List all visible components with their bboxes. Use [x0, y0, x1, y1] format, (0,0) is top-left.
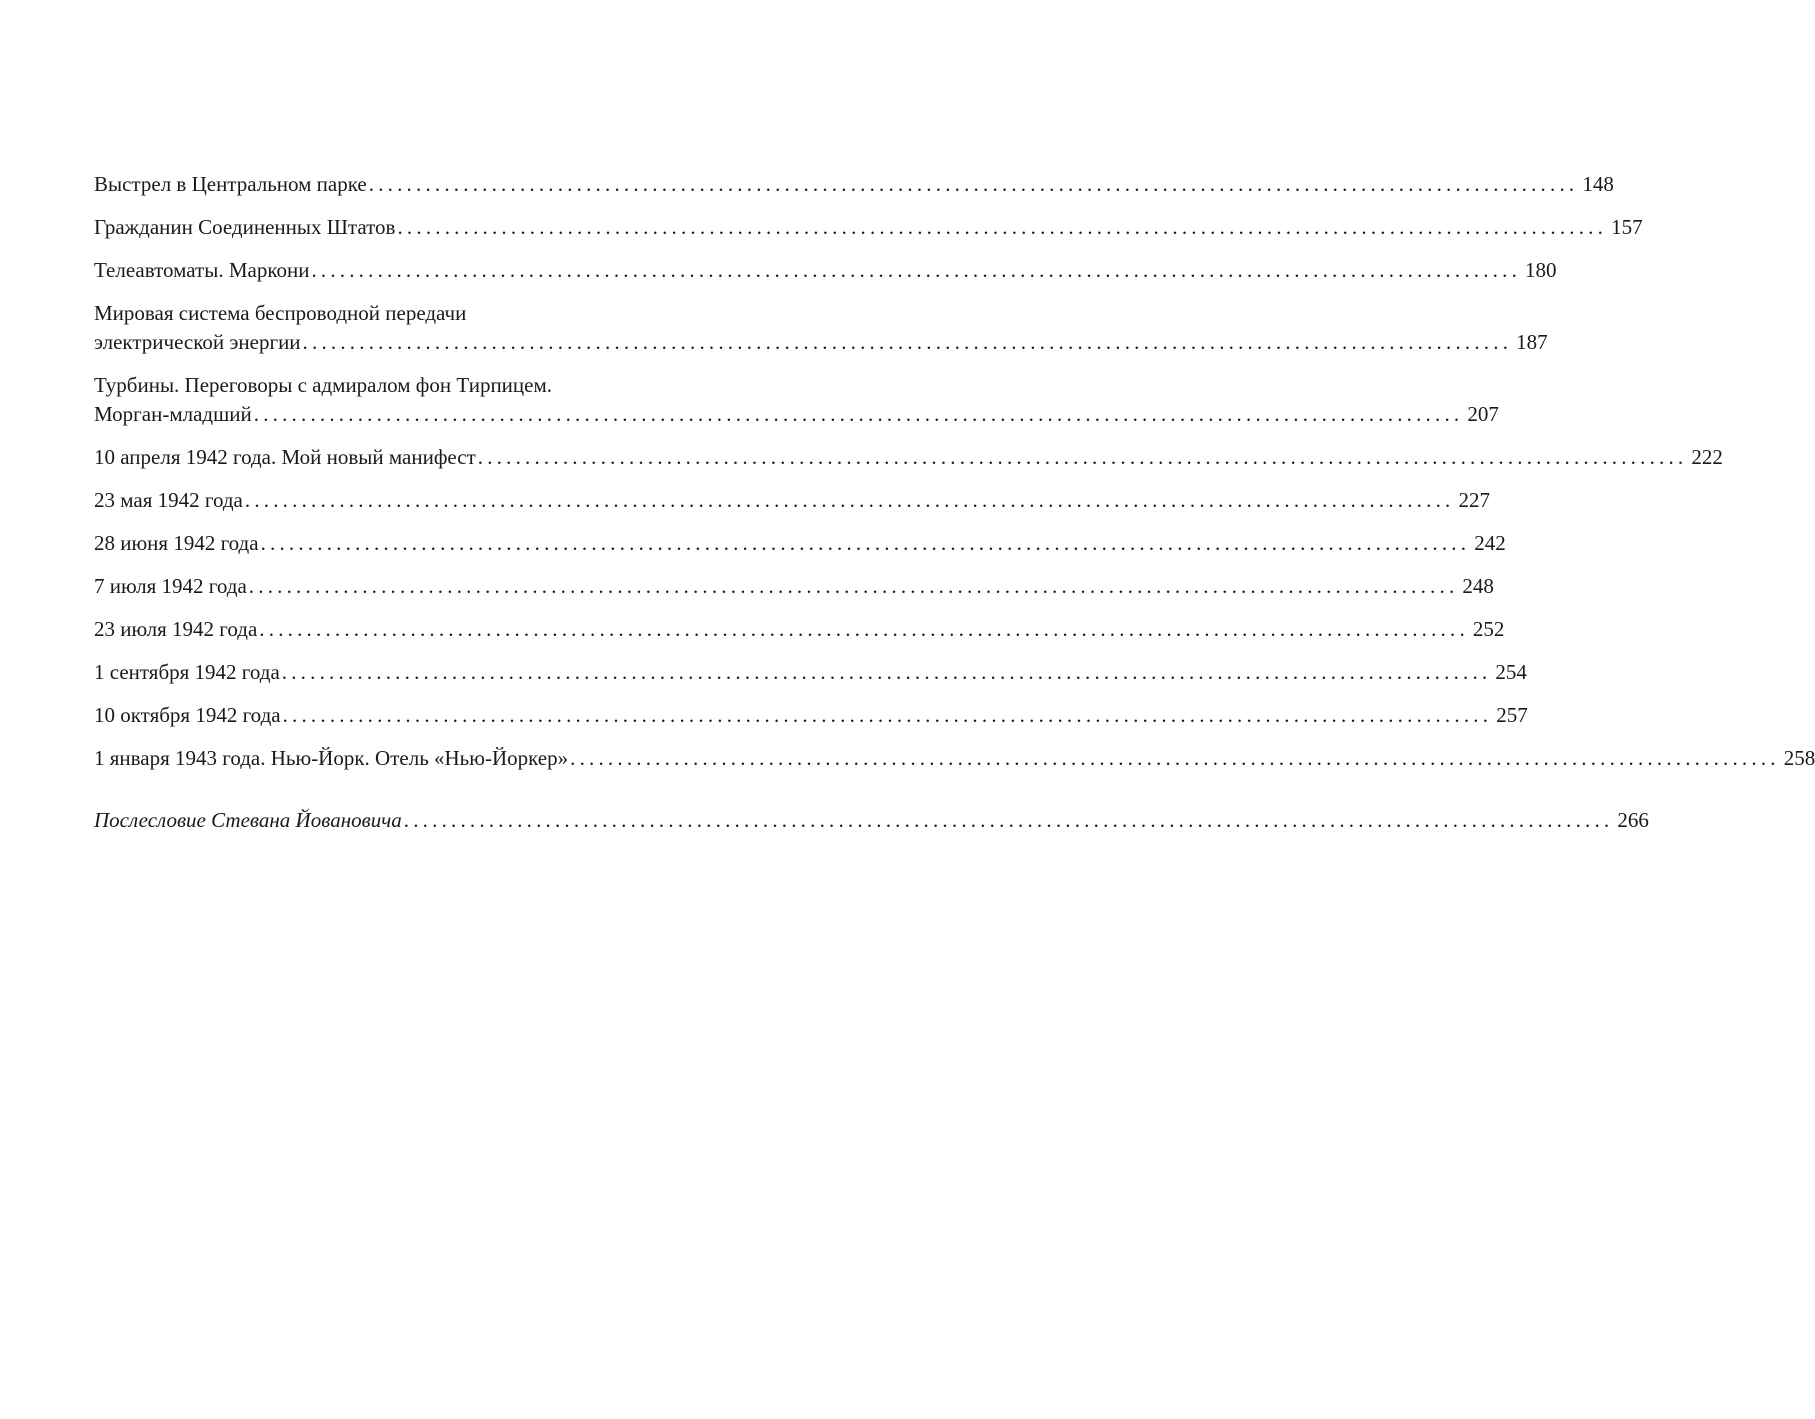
toc-entry-title: 1 января 1943 года. Нью-Йорк. Отель «Нью-Йоркер» — [94, 746, 569, 770]
toc-entry-title: 23 мая 1942 года — [94, 488, 243, 512]
toc-page-number: 254 — [1495, 660, 1527, 684]
toc-row — [94, 744, 1815, 773]
toc-row — [94, 443, 1723, 472]
dot-leader: ................................................................................................................................ — [570, 746, 1780, 770]
dot-leader: ................................................................................................................................ — [244, 488, 1455, 512]
toc-row — [94, 400, 1499, 429]
toc-page-number: 180 — [1525, 258, 1557, 282]
toc-entry-title: Выстрел в Центральном парке — [94, 172, 367, 196]
toc-page-number: 222 — [1691, 445, 1723, 469]
dot-leader: ................................................................................................................................ — [259, 617, 1469, 641]
toc-row — [94, 615, 1505, 644]
toc-entry-title: 1 сентября 1942 года — [94, 660, 280, 684]
toc-entry-title: 23 июля 1942 года — [94, 617, 258, 641]
toc-entry[interactable] — [94, 371, 1499, 429]
toc-entry[interactable] — [94, 299, 1548, 357]
dot-leader: ................................................................................................................................ — [302, 330, 1513, 354]
toc-entry[interactable] — [94, 701, 1528, 730]
toc-entry-title: 10 апреля 1942 года. Мой новый манифест — [94, 445, 476, 469]
dot-leader: ................................................................................................................................ — [260, 531, 1471, 555]
dot-leader: ................................................................................................................................ — [281, 660, 1492, 684]
toc-row — [94, 213, 1643, 242]
toc-entry-title: 10 октября 1942 года — [94, 703, 281, 727]
dot-leader: ................................................................................................................................ — [477, 445, 1688, 469]
toc-entry[interactable] — [94, 443, 1723, 472]
toc-entry-title-line: Мировая система беспроводной передачи — [94, 301, 467, 325]
toc-row — [94, 256, 1557, 285]
toc-page-number: 257 — [1496, 703, 1528, 727]
toc-row — [94, 701, 1528, 730]
toc-page-number: 242 — [1474, 531, 1506, 555]
toc-entry[interactable] — [94, 744, 1815, 773]
toc-page-number: 227 — [1458, 488, 1490, 512]
toc-entry[interactable] — [94, 529, 1506, 558]
toc-entry-title: электрической энергии — [94, 330, 301, 354]
toc-row — [94, 170, 1614, 199]
toc-entry[interactable] — [94, 256, 1557, 285]
toc-page-number: 148 — [1582, 172, 1614, 196]
toc-page-number: 258 — [1783, 746, 1815, 770]
toc-row — [94, 529, 1506, 558]
dot-leader: ................................................................................................................................ — [282, 703, 1493, 727]
dot-leader: ................................................................................................................................ — [248, 574, 1459, 598]
toc-entry-title: Морган-младший — [94, 402, 252, 426]
toc-page-number: 157 — [1611, 215, 1643, 239]
toc-page-number: 207 — [1467, 402, 1499, 426]
toc-page-number: 266 — [1617, 808, 1649, 832]
toc-page-number: 187 — [1516, 330, 1548, 354]
toc-entry[interactable] — [94, 486, 1490, 515]
toc-entry-title: Гражданин Соединенных Штатов — [94, 215, 396, 239]
dot-leader: ................................................................................................................................ — [403, 808, 1614, 832]
toc-entry-title: 7 июля 1942 года — [94, 574, 247, 598]
toc-row — [94, 572, 1494, 601]
toc-entry[interactable] — [94, 658, 1527, 687]
toc-row — [94, 658, 1527, 687]
toc-entry-epilogue[interactable] — [94, 806, 1649, 835]
toc-row — [94, 328, 1548, 357]
toc-page-number: 252 — [1472, 617, 1505, 641]
toc-entry[interactable] — [94, 572, 1494, 601]
toc-row — [94, 806, 1649, 835]
toc-entry-title-line: Турбины. Переговоры с адмиралом фон Тирпицем. — [94, 373, 553, 397]
toc-entry-title: 28 июня 1942 года — [94, 531, 259, 555]
toc-entry-title: Послесловие Стевана Йовановича — [94, 808, 402, 832]
toc-page-number: 248 — [1462, 574, 1494, 598]
dot-leader: ................................................................................................................................ — [397, 215, 1608, 239]
dot-leader: ................................................................................................................................ — [311, 258, 1522, 282]
toc-entry[interactable] — [94, 170, 1614, 199]
table-of-contents — [94, 170, 1815, 835]
toc-entry[interactable] — [94, 615, 1505, 644]
toc-entry[interactable] — [94, 213, 1643, 242]
toc-row — [94, 486, 1490, 515]
dot-leader: ................................................................................................................................ — [253, 402, 1464, 426]
toc-entry-title: Телеавтоматы. Маркони — [94, 258, 310, 282]
dot-leader: ................................................................................................................................ — [368, 172, 1579, 196]
